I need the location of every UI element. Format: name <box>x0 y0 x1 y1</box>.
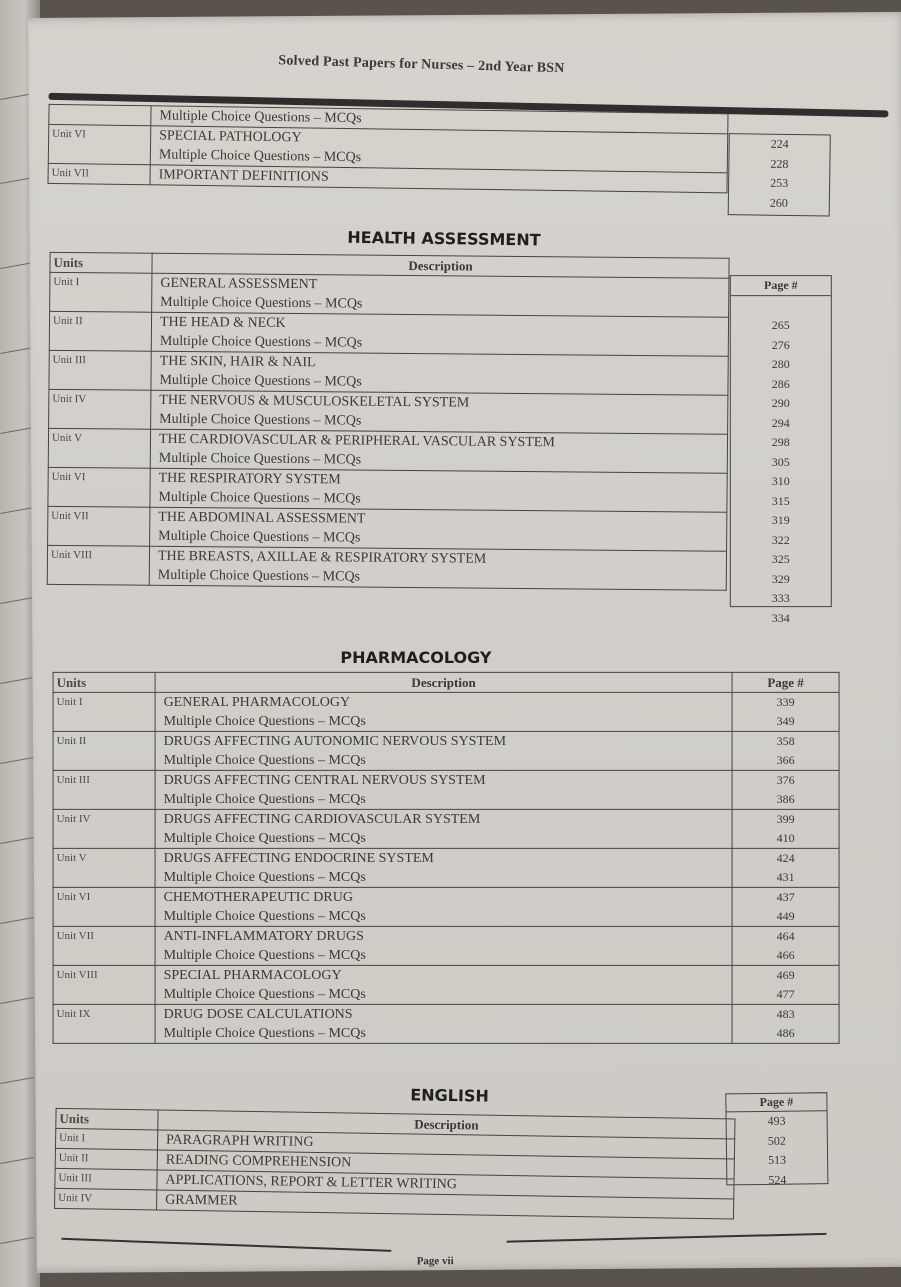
unit-label: Unit III <box>49 350 151 390</box>
page-number: 437 <box>776 889 795 904</box>
pharmacology-table <box>53 672 840 1044</box>
description-cell <box>155 965 732 1004</box>
page-number: 305 <box>771 454 790 469</box>
english-table <box>54 1108 736 1220</box>
table-row <box>53 887 839 926</box>
chapter-title: SPECIAL PATHOLOGY <box>159 128 302 146</box>
chapter-line: IMPORTANT DEFINITIONS <box>158 167 329 185</box>
table-row <box>49 350 728 395</box>
column-header-page: Page # <box>731 276 831 296</box>
unit-label: Unit V <box>53 848 155 887</box>
chapter-title: CHEMOTHERAPEUTIC DRUG <box>163 889 353 905</box>
chapter-title: DRUGS AFFECTING AUTONOMIC NERVOUS SYSTEM <box>163 733 507 749</box>
description-cell <box>150 468 727 512</box>
column-header-description: Description <box>155 672 732 692</box>
table-row <box>53 692 839 731</box>
chapter-title: THE HEAD & NECK <box>159 314 286 331</box>
description-cell <box>155 692 732 731</box>
page-number: 294 <box>771 415 790 430</box>
table-row <box>53 809 839 848</box>
description-cell <box>150 507 727 551</box>
page-cell <box>732 809 839 848</box>
health-assessment-table <box>47 252 730 591</box>
page-number: 315 <box>771 493 790 508</box>
page-number: 298 <box>771 435 790 450</box>
chapter-line: Multiple Choice Questions – MCQs <box>163 791 366 807</box>
running-header: Solved Past Papers for Nurses – 2nd Year BSN <box>278 53 565 77</box>
page-cell <box>732 1004 839 1043</box>
unit-label: Unit II <box>55 1148 157 1170</box>
pathology-page-column <box>728 133 831 216</box>
page-number: 376 <box>776 772 795 787</box>
page-number: 466 <box>776 947 795 962</box>
page-number: 410 <box>776 830 795 845</box>
description-cell <box>151 312 728 356</box>
column-header-description: Description <box>158 1110 735 1139</box>
unit-label: Unit VI <box>48 467 150 507</box>
page-number: 329 <box>771 571 790 586</box>
column-header-page: Page # <box>726 1093 826 1112</box>
pathology-continued-table <box>47 104 728 193</box>
section-title-english: ENGLISH <box>410 1085 489 1106</box>
chapter-title: DRUGS AFFECTING CENTRAL NERVOUS SYSTEM <box>163 772 486 788</box>
section-title-pharmacology: PHARMACOLOGY <box>340 647 492 667</box>
chapter-title: GENERAL PHARMACOLOGY <box>163 694 351 710</box>
page-cell <box>732 965 839 1004</box>
page-number: 290 <box>771 396 790 411</box>
description-cell <box>155 731 732 770</box>
page-number: 265 <box>771 318 790 333</box>
page-number: 431 <box>776 869 795 884</box>
page-number: 502 <box>767 1133 786 1148</box>
description-cell <box>151 390 728 434</box>
chapter-title: ANTI-INFLAMMATORY DRUGS <box>163 928 364 944</box>
chapter-line: READING COMPREHENSION <box>165 1152 352 1171</box>
description-cell <box>155 848 732 887</box>
chapter-line: Multiple Choice Questions – MCQs <box>159 372 362 390</box>
page-number: 469 <box>776 967 795 982</box>
page-number: 325 <box>771 552 790 567</box>
description-cell <box>152 273 729 317</box>
table-row <box>47 545 726 590</box>
page-number: 449 <box>776 908 795 923</box>
description-cell <box>155 809 732 848</box>
description-cell <box>151 351 728 395</box>
chapter-title: THE ABDOMINAL ASSESSMENT <box>158 509 366 527</box>
page-cell <box>732 770 839 809</box>
description-cell <box>149 546 726 590</box>
page-number: 260 <box>769 195 788 210</box>
footer-rule-left <box>61 1238 391 1252</box>
chapter-title: THE BREASTS, AXILLAE & RESPIRATORY SYSTEM <box>157 548 487 567</box>
page-number: 513 <box>768 1152 787 1167</box>
page-number: 358 <box>776 733 795 748</box>
page-number: 486 <box>776 1025 795 1040</box>
unit-label: Unit II <box>49 311 151 351</box>
chapter-line: Multiple Choice Questions – MCQs <box>163 830 366 846</box>
page-cell <box>732 848 839 887</box>
chapter-line: Multiple Choice Questions – MCQs <box>159 108 362 127</box>
table-row <box>53 965 839 1004</box>
chapter-title: THE RESPIRATORY SYSTEM <box>158 470 341 488</box>
unit-label <box>49 104 151 125</box>
unit-label: Unit VI <box>53 887 155 926</box>
page-cell <box>732 926 839 965</box>
table-row <box>48 467 727 512</box>
page-number: 280 <box>771 357 790 372</box>
table-row <box>48 506 727 551</box>
page-number: 253 <box>770 175 789 190</box>
column-header-description: Description <box>152 253 729 278</box>
chapter-line: Multiple Choice Questions – MCQs <box>158 489 361 507</box>
chapter-line: Multiple Choice Questions – MCQs <box>157 567 361 585</box>
unit-label: Unit VIII <box>53 965 155 1004</box>
chapter-line: APPLICATIONS, REPORT & LETTER WRITING <box>165 1172 458 1193</box>
unit-label: Unit VIII <box>47 545 149 585</box>
page-number: 228 <box>770 156 789 171</box>
description-cell <box>155 770 732 809</box>
chapter-line: Multiple Choice Questions – MCQs <box>163 947 366 963</box>
section-title-health-assessment: HEALTH ASSESSMENT <box>347 227 541 250</box>
description-cell <box>150 429 727 473</box>
page-cell <box>732 731 839 770</box>
page-number: 339 <box>776 694 795 709</box>
unit-label: Unit VI <box>48 124 151 164</box>
page-number: 493 <box>767 1113 786 1128</box>
document-page <box>28 12 901 1273</box>
chapter-line: Multiple Choice Questions – MCQs <box>158 528 361 546</box>
page-number: 333 <box>771 591 790 606</box>
chapter-title: THE CARDIOVASCULAR & PERIPHERAL VASCULAR SYSTEM <box>158 431 555 451</box>
chapter-title: THE SKIN, HAIR & NAIL <box>159 353 316 371</box>
chapter-line: Multiple Choice Questions – MCQs <box>159 333 363 351</box>
unit-label: Unit V <box>48 428 150 468</box>
unit-label: Unit VII <box>48 506 150 546</box>
health-assessment-page-column <box>730 275 832 625</box>
unit-label: Unit III <box>53 770 155 809</box>
chapter-line: Multiple Choice Questions – MCQs <box>163 908 366 924</box>
chapter-line: Multiple Choice Questions – MCQs <box>163 713 366 729</box>
unit-label: Unit I <box>53 692 155 731</box>
page-number: 386 <box>776 791 795 806</box>
page-number: 322 <box>771 532 790 547</box>
column-header-units: Units <box>56 1108 158 1130</box>
page-number: 424 <box>776 850 795 865</box>
chapter-line: Multiple Choice Questions – MCQs <box>163 986 366 1002</box>
page-number: 464 <box>776 928 795 943</box>
unit-label: Unit VII <box>48 163 150 184</box>
unit-label: Unit III <box>55 1168 157 1190</box>
page-number: 524 <box>768 1172 787 1187</box>
unit-label: Unit VII <box>53 926 155 965</box>
table-row <box>50 272 729 317</box>
chapter-line: Multiple Choice Questions – MCQs <box>159 411 362 429</box>
chapter-title: DRUGS AFFECTING CARDIOVASCULAR SYSTEM <box>163 811 481 827</box>
description-cell <box>155 926 732 965</box>
unit-label: Unit I <box>55 1128 157 1150</box>
table-row <box>53 731 839 770</box>
column-header-units: Units <box>53 672 155 692</box>
english-page-column <box>725 1092 828 1185</box>
page-number: 349 <box>776 713 795 728</box>
unit-label: Unit I <box>50 272 152 312</box>
table-row <box>49 389 728 434</box>
chapter-line: Multiple Choice Questions – MCQs <box>163 1025 366 1041</box>
table-row <box>48 428 727 473</box>
chapter-line: Multiple Choice Questions – MCQs <box>160 294 363 312</box>
table-row <box>49 311 728 356</box>
chapter-line: Multiple Choice Questions – MCQs <box>163 869 366 885</box>
page-number: Page vii <box>416 1255 454 1268</box>
description-cell <box>155 887 732 926</box>
unit-label: Unit IV <box>55 1188 157 1210</box>
chapter-line: Multiple Choice Questions – MCQs <box>163 752 366 768</box>
table-row <box>53 848 839 887</box>
chapter-title: GENERAL ASSESSMENT <box>160 275 318 293</box>
column-header-page: Page # <box>732 672 839 692</box>
page-number: 276 <box>771 337 790 352</box>
chapter-title: SPECIAL PHARMACOLOGY <box>163 967 342 983</box>
page-number: 286 <box>771 376 790 391</box>
chapter-line: Multiple Choice Questions – MCQs <box>158 147 362 166</box>
unit-label: Unit IX <box>53 1004 155 1043</box>
page-number: 319 <box>771 513 790 528</box>
page-number: 366 <box>776 752 795 767</box>
page-number: 310 <box>771 474 790 489</box>
unit-label: Unit IV <box>49 389 151 429</box>
chapter-title: DRUGS AFFECTING ENDOCRINE SYSTEM <box>163 850 434 866</box>
page-number: 399 <box>776 811 795 826</box>
page-number: 477 <box>776 986 795 1001</box>
column-header-units: Units <box>50 252 152 273</box>
footer-rule-right <box>507 1233 827 1242</box>
page-cell <box>732 887 839 926</box>
chapter-line: Multiple Choice Questions – MCQs <box>158 450 362 468</box>
chapter-line: PARAGRAPH WRITING <box>165 1132 314 1150</box>
unit-label: Unit II <box>53 731 155 770</box>
chapter-title: THE NERVOUS & MUSCULOSKELETAL SYSTEM <box>159 392 470 411</box>
table-row <box>53 1004 839 1043</box>
table-row <box>53 770 839 809</box>
page-number: 224 <box>770 136 789 151</box>
page-number: 334 <box>771 610 790 625</box>
table-row <box>53 926 839 965</box>
chapter-line: GRAMMER <box>165 1192 238 1209</box>
unit-label: Unit IV <box>53 809 155 848</box>
page-number: 483 <box>776 1006 795 1021</box>
description-cell <box>155 1004 732 1043</box>
chapter-title: DRUG DOSE CALCULATIONS <box>163 1006 353 1022</box>
page-cell <box>732 692 839 731</box>
